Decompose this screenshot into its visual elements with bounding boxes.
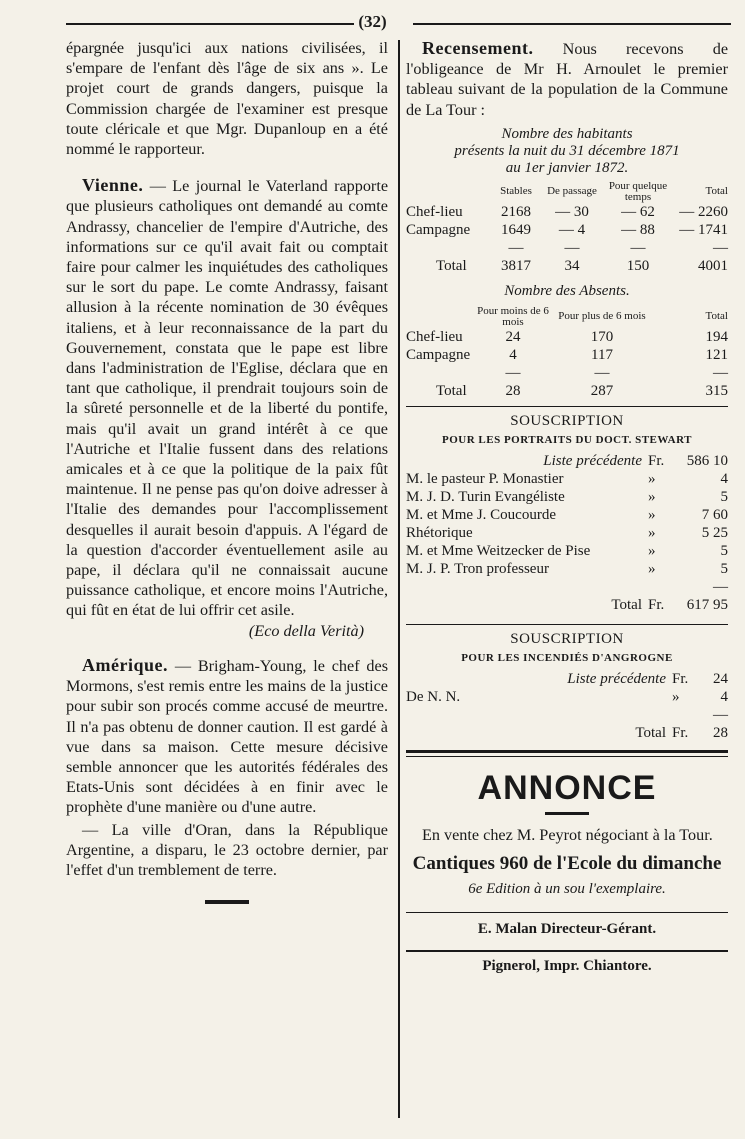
souscription-portraits-subtitle: POUR LES PORTRAITS DU DOCT. STEWART <box>441 433 692 446</box>
column-divider <box>398 40 400 1118</box>
vienne-article <box>66 175 388 620</box>
amerique-article <box>66 655 388 818</box>
recensement-heading: Recensement. <box>422 38 534 58</box>
end-separator <box>205 900 249 904</box>
annonce-dash <box>545 812 589 815</box>
population-table: Stables De passage Pour quelque temps Total Chef-lieu 2168 — 30 — 62 — 2260 Campagne 1649 — 4 — 88 — 1741 — — — — Total 3817 34 150 4001 <box>406 179 728 274</box>
vienne-text: — Le journal le Vaterland rapporte que plusieurs catholiques ont demandé au comte Andrassy, chancelier de l'empire d'Autriche, des informations sur ce qu'il avait fait ou comptait faire pour calmer les inquiétudes des catholiques sur le sort du pape. Le comte Andrassy, faisant allusion à la récente nomination de 30 évêques italiens, et à leur reconnaissance de la part du Gouvernement, constata que le pape est libre dans l'administration de l'Eglise, déclara que en tant que catholique, il prendrait toujours soin de la sûreté personnelle et de la liberté du pontife, mais qu'il avait un grand intérêt à ce que l'Autriche et l'Italie fussent dans des relations amicales et à ce que la politique de la paix fût maintenue. Il ne pense pas qu'on doive adresser à l'Italie des demandes pour l'accomplissement desquelles il aurait besoin d'appuis. A l'égard de la question d'accorder éventuellement asile au pape, il déclara qu'il ne connaissait aucune puissance catholique, et encore moins l'Autriche, qui fût en état de lui offrir cet asile. <box>66 177 389 620</box>
list-item: M. et Mme Weitzecker de Pise » 5 <box>406 542 728 559</box>
amerique-heading: Amérique. <box>82 654 168 675</box>
vienne-source: (Eco della Verità) <box>248 621 364 640</box>
souscription-portraits-list: Liste précédente Fr. 586 10 M. le pasteur P. Monastier » 4 M. J. D. Turin Evangéliste » 5 M. et Mme J. Coucourde » 7 60 Rhétorique » 5 25 M. et Mme Weitzecker de Pise » 5 M. J. P. Tron professeur » 5 — Total Fr. 617 95 <box>406 452 728 613</box>
right-column <box>406 38 728 975</box>
vienne-heading: Vienne. <box>82 175 144 196</box>
table-total-row: Total 3817 34 150 4001 <box>436 257 728 274</box>
intro-paragraph: épargnée jusqu'ici aux nations civilisées, il s'empare de l'enfant dès l'âge de six ans ». Le projet court de grands dangers, puisque la Commission chargée de l'examiner est presque toute cléricale et que Mgr. Dupanloup en a été nommé le rapporteur. <box>66 39 388 159</box>
souscription-incendies-subtitle: POUR LES INCENDIÉS D'ANGROGNE <box>461 651 673 664</box>
section-rule <box>406 406 728 407</box>
absents-table: Pour moins de 6 mois Pour plus de 6 mois Total Chef-lieu 24 170 194 Campagne 4 117 121 — — — Total 28 287 315 <box>406 304 728 399</box>
imprimerie-line: Pignerol, Impr. Chiantore. <box>482 958 652 975</box>
list-item: De N. N. » 4 <box>406 688 728 705</box>
table-row: Chef-lieu 24 170 194 <box>406 328 728 345</box>
table-row: Chef-lieu 2168 — 30 — 62 — 2260 <box>406 203 728 220</box>
recensement-text: Nous recevons de l'obligeance de Mr H. Arnoulet le premier tableau suivant de la population de la Commune de La Tour : <box>406 40 729 119</box>
annonce-top-rule <box>406 750 728 753</box>
oran-text: — La ville d'Oran, dans la République Argentine, a disparu, le 23 octobre dernier, par l'effet d'un tremblement de terre. <box>66 820 388 879</box>
table-row: Campagne 1649 — 4 — 88 — 1741 <box>406 221 728 238</box>
souscription-incendies-title: SOUSCRIPTION <box>510 630 624 647</box>
left-column <box>66 38 388 904</box>
recensement-article <box>406 38 728 120</box>
table-row: Campagne 4 117 121 <box>406 346 728 363</box>
section-rule <box>406 950 728 952</box>
list-item: M. et Mme J. Coucourde » 7 60 <box>406 506 728 523</box>
list-item: Rhétorique » 5 25 <box>406 524 728 541</box>
list-item: M. J. P. Tron professeur » 5 <box>406 560 728 577</box>
section-rule <box>406 912 728 913</box>
table1-title: Nombre des habitants présents la nuit du 31 décembre 1871 au 1er janvier 1872. <box>454 125 680 176</box>
list-item: M. J. D. Turin Evangéliste » 5 <box>406 488 728 505</box>
annonce-edition: 6e Edition à un sou l'exemplaire. <box>468 881 666 898</box>
list-item: M. le pasteur P. Monastier » 4 <box>406 470 728 487</box>
annonce-text: En vente chez M. Peyrot négociant à la Tour. <box>422 825 713 844</box>
annonce-title: ANNONCE <box>477 768 657 807</box>
amerique-text: — Brigham-Young, le chef des Mormons, s'est remis entre les mains de la justice pour subir son procés comme accusé de meurtre. Il n'a pas obtenu de donner caution. Il est gardé à vue dans sa maison. Cette mesure décisive semble annoncer que les autorités fédérales des Etats-Unis sont décidées à en finir avec le prophète d'une manière ou d'une autre. <box>66 656 388 817</box>
annonce-book: Cantiques 960 de l'Ecole du dimanche <box>412 853 722 875</box>
souscription-portraits-title: SOUSCRIPTION <box>510 412 624 429</box>
souscription-incendies-list: Liste précédente Fr. 24 De N. N. » 4 — Total Fr. 28 <box>406 670 728 741</box>
souscription-portraits-total: Total Fr. 617 95 <box>611 596 728 613</box>
page-number: (32) <box>0 12 745 32</box>
table-total-row: Total 28 287 315 <box>436 382 728 399</box>
table2-title: Nombre des Absents. <box>504 282 630 299</box>
gerant-line: E. Malan Directeur-Gérant. <box>477 921 657 938</box>
section-rule <box>406 624 728 625</box>
souscription-incendies-total: Total Fr. 28 <box>635 724 728 741</box>
